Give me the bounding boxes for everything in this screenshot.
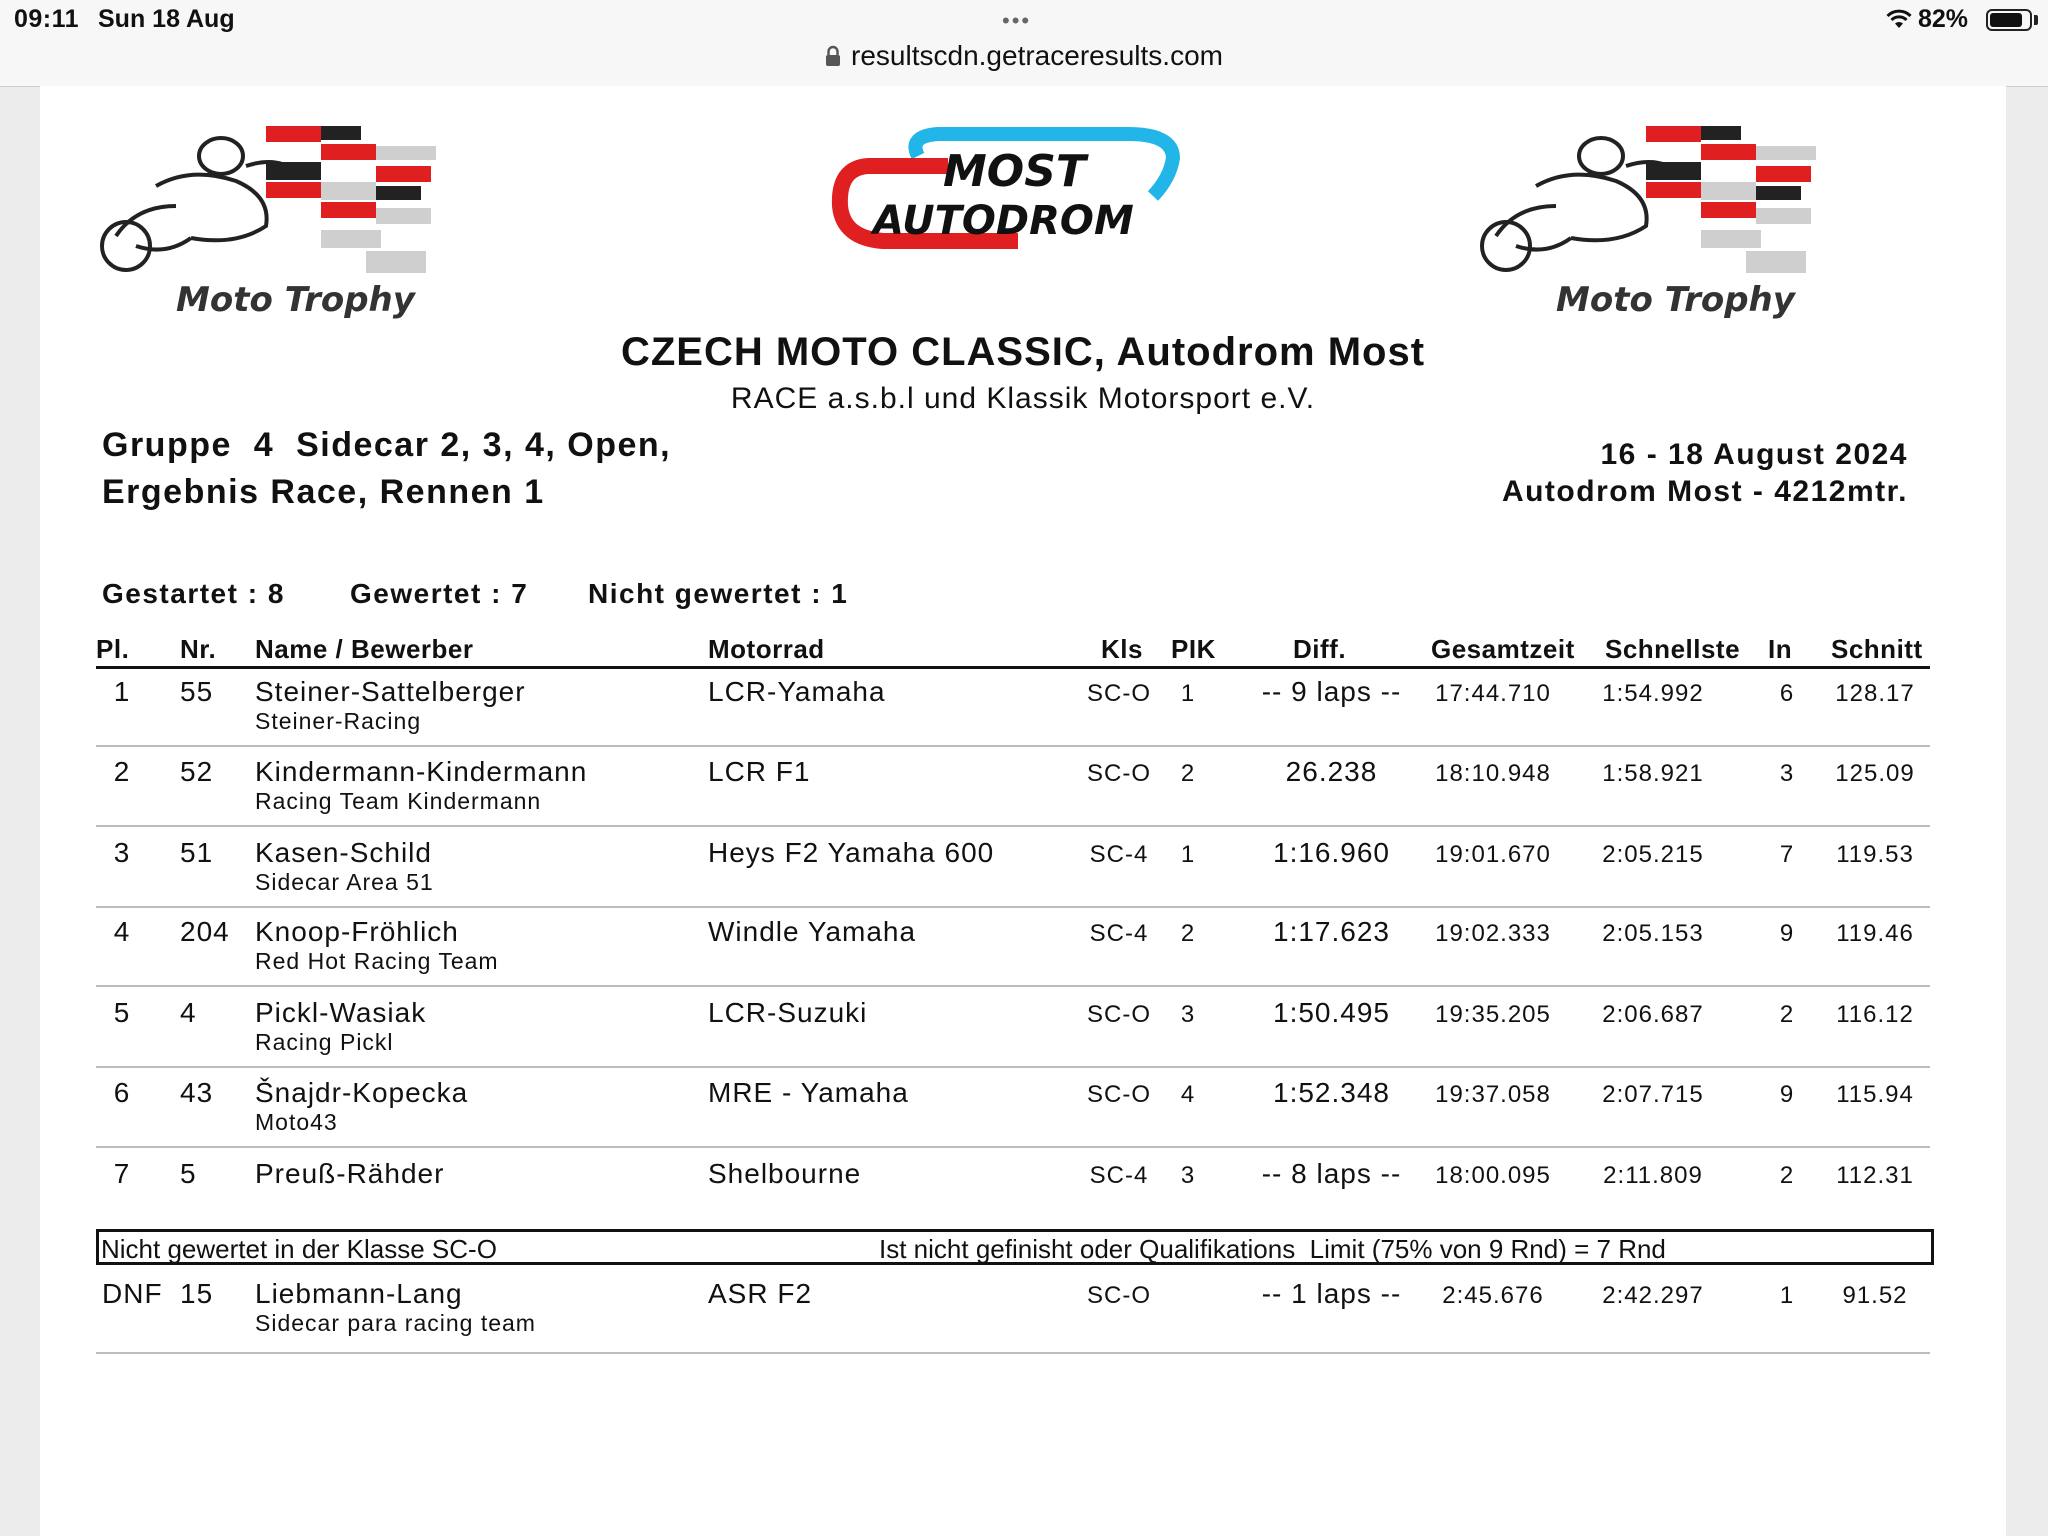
col-in: In: [1768, 634, 1793, 664]
cell-total: 17:44.710: [1435, 680, 1551, 707]
cell-team: Racing Pickl: [255, 1029, 394, 1055]
cell-bike: Heys F2 Yamaha 600: [708, 837, 995, 868]
cell-fastest: 1:58.921: [1602, 760, 1704, 787]
cell-pl: DNF: [102, 1278, 163, 1309]
svg-text:AUTODROM: AUTODROM: [873, 198, 1134, 244]
cell-avg: 112.31: [1836, 1162, 1914, 1189]
cell-diff: 1:16.960: [1273, 837, 1390, 868]
cell-bike: LCR-Suzuki: [708, 997, 868, 1028]
cell-total: 18:10.948: [1435, 760, 1551, 787]
cell-avg: 91.52: [1842, 1282, 1908, 1309]
cell-fastest: 2:05.215: [1602, 841, 1704, 868]
not-classified-count: Nicht gewertet : 1: [588, 578, 849, 609]
cell-pl: 2: [113, 756, 131, 787]
col-fastest: Schnellste: [1605, 634, 1741, 664]
cell-diff: -- 1 laps --: [1261, 1278, 1402, 1309]
cell-fastest: 2:11.809: [1603, 1162, 1703, 1189]
row-divider: [96, 985, 1930, 987]
cell-pl: 6: [113, 1077, 131, 1108]
moto-trophy-logo-right: [1476, 126, 1856, 331]
cell-in: 1: [1779, 1282, 1795, 1309]
cell-diff: -- 9 laps --: [1261, 676, 1402, 707]
cell-avg: 128.17: [1835, 680, 1915, 707]
cell-avg: 125.09: [1835, 760, 1915, 787]
cell-avg: 116.12: [1836, 1001, 1914, 1028]
group-label: Gruppe 4 Sidecar 2, 3, 4, Open,: [102, 426, 672, 464]
cell-in: 2: [1779, 1162, 1795, 1189]
cell-name: Pickl-Wasiak: [255, 997, 427, 1028]
cell-bike: LCR-Yamaha: [708, 676, 886, 707]
group-heading: [102, 422, 671, 516]
col-name: Name / Bewerber: [255, 634, 474, 664]
url-text: resultscdn.getraceresults.com: [851, 40, 1223, 71]
cell-nr: 15: [180, 1278, 214, 1309]
cell-pik: 3: [1180, 1162, 1196, 1189]
cell-kls: SC-4: [1089, 1162, 1149, 1189]
cell-diff: 1:50.495: [1273, 997, 1390, 1028]
cell-total: 19:37.058: [1435, 1081, 1551, 1108]
multitask-dots-icon[interactable]: •••: [1002, 8, 1032, 33]
cell-team: Moto43: [255, 1109, 338, 1135]
cell-bike: Shelbourne: [708, 1158, 862, 1189]
header-divider: [96, 666, 1930, 669]
col-pik: PIK: [1171, 634, 1216, 664]
cell-kls: SC-O: [1087, 1001, 1151, 1028]
cell-team: Red Hot Racing Team: [255, 948, 499, 974]
cell-diff: -- 8 laps --: [1261, 1158, 1402, 1189]
cell-name: Kindermann-Kindermann: [255, 756, 588, 787]
cell-name: Preuß-Rähder: [255, 1158, 445, 1189]
classified-count: Gewertet : 7: [350, 578, 529, 609]
rider-icon: [96, 126, 476, 326]
cell-kls: SC-O: [1087, 1081, 1151, 1108]
cell-name: Knoop-Fröhlich: [255, 916, 459, 947]
row-divider: [96, 1066, 1930, 1068]
row-divider: [96, 906, 1930, 908]
cell-name: Šnajdr-Kopecka: [255, 1077, 469, 1108]
cell-pl: 7: [113, 1158, 131, 1189]
svg-text:Moto Trophy: Moto Trophy: [1556, 280, 1795, 320]
battery-percent: 82%: [1918, 5, 1969, 33]
cell-name: Steiner-Sattelberger: [255, 676, 526, 707]
cell-diff: 1:17.623: [1273, 916, 1390, 947]
not-classified-box: [96, 1229, 1934, 1265]
event-title: CZECH MOTO CLASSIC, Autodrom Most: [620, 330, 1426, 374]
cell-name: Kasen-Schild: [255, 837, 432, 868]
col-pl: Pl.: [96, 634, 130, 664]
cell-nr: 204: [180, 916, 230, 947]
cell-team: Steiner-Racing: [255, 708, 422, 734]
results-page: [40, 86, 2006, 1536]
cell-in: 2: [1779, 1001, 1795, 1028]
row-divider: [96, 825, 1930, 827]
row-divider: [96, 1146, 1930, 1148]
cell-kls: SC-O: [1087, 1282, 1151, 1309]
cell-fastest: 1:54.992: [1602, 680, 1704, 707]
cell-pl: 1: [113, 676, 131, 707]
cell-fastest: 2:42.297: [1602, 1282, 1704, 1309]
row-divider: [96, 745, 1930, 747]
status-time: 09:11: [14, 5, 80, 33]
cell-in: 3: [1779, 760, 1795, 787]
cell-nr: 5: [180, 1158, 197, 1189]
cell-bike: MRE - Yamaha: [708, 1077, 909, 1108]
cell-total: 19:02.333: [1435, 920, 1551, 947]
col-diff: Diff.: [1293, 634, 1347, 664]
cell-pl: 5: [113, 997, 131, 1028]
status-bar: [0, 0, 2048, 87]
cell-pik: 3: [1180, 1001, 1196, 1028]
cell-nr: 55: [180, 676, 214, 707]
cell-team: Racing Team Kindermann: [255, 788, 542, 814]
cell-avg: 119.46: [1836, 920, 1914, 947]
lock-icon: [825, 45, 841, 67]
cell-bike: LCR F1: [708, 756, 811, 787]
cell-kls: SC-4: [1089, 920, 1149, 947]
cell-total: 19:01.670: [1435, 841, 1551, 868]
col-avg: Schnitt: [1831, 634, 1923, 664]
cell-team: Sidecar para racing team: [255, 1310, 536, 1336]
status-date: Sun 18 Aug: [98, 5, 235, 33]
cell-kls: SC-4: [1089, 841, 1149, 868]
cell-diff: 1:52.348: [1273, 1077, 1390, 1108]
cell-fastest: 2:07.715: [1602, 1081, 1704, 1108]
cell-in: 7: [1779, 841, 1795, 868]
cell-avg: 119.53: [1836, 841, 1914, 868]
col-bike: Motorrad: [708, 634, 825, 664]
cell-kls: SC-O: [1087, 680, 1151, 707]
not-classified-heading: Nicht gewertet in der Klasse SC-O: [101, 1234, 497, 1264]
cell-fastest: 2:06.687: [1602, 1001, 1704, 1028]
cell-nr: 43: [180, 1077, 214, 1108]
cell-pik: 1: [1180, 841, 1196, 868]
cell-pik: 2: [1180, 920, 1196, 947]
cell-total: 18:00.095: [1435, 1162, 1551, 1189]
cell-pik: 4: [1180, 1081, 1196, 1108]
cell-in: 6: [1779, 680, 1795, 707]
cell-diff: 26.238: [1285, 756, 1378, 787]
started-count: Gestartet : 8: [102, 578, 285, 609]
date-range: 16 - 18 August 2024: [1600, 438, 1908, 471]
cell-avg: 115.94: [1836, 1081, 1914, 1108]
cell-bike: ASR F2: [708, 1278, 813, 1309]
event-dates: [1502, 436, 1908, 510]
event-subtitle: RACE a.s.b.l und Klassik Motorsport e.V.: [730, 382, 1316, 415]
table-end-divider: [96, 1352, 1930, 1354]
cell-pl: 3: [113, 837, 131, 868]
cell-pik: 1: [1180, 680, 1196, 707]
rider-icon: [1476, 126, 1856, 326]
most-autodrom-logo: [828, 126, 1218, 271]
cell-total: 19:35.205: [1435, 1001, 1551, 1028]
cell-nr: 52: [180, 756, 214, 787]
cell-team: Sidecar Area 51: [255, 869, 434, 895]
col-kls: Kls: [1101, 634, 1143, 664]
cell-kls: SC-O: [1087, 760, 1151, 787]
cell-in: 9: [1779, 920, 1795, 947]
cell-pik: 2: [1180, 760, 1196, 787]
col-nr: Nr.: [180, 634, 217, 664]
svg-text:Moto Trophy: Moto Trophy: [176, 280, 415, 320]
col-total: Gesamtzeit: [1431, 634, 1575, 664]
wifi-icon: [1884, 8, 1914, 30]
venue-length: Autodrom Most - 4212mtr.: [1501, 475, 1908, 508]
cell-nr: 51: [180, 837, 214, 868]
cell-nr: 4: [180, 997, 197, 1028]
cell-fastest: 2:05.153: [1602, 920, 1704, 947]
moto-trophy-logo-left: [96, 126, 476, 331]
result-label: Ergebnis Race, Rennen 1: [102, 473, 545, 511]
cell-total: 2:45.676: [1442, 1282, 1544, 1309]
cell-name: Liebmann-Lang: [255, 1278, 463, 1309]
battery-icon: [1986, 9, 2032, 31]
not-classified-reason: Ist nicht gefinisht oder Qualifikations Limit (75% von 9 Rnd) = 7 Rnd: [879, 1234, 1666, 1264]
address-bar[interactable]: [0, 40, 2048, 72]
cell-in: 9: [1779, 1081, 1795, 1108]
svg-text:MOST: MOST: [943, 146, 1086, 197]
cell-bike: Windle Yamaha: [708, 916, 917, 947]
cell-pl: 4: [113, 916, 131, 947]
